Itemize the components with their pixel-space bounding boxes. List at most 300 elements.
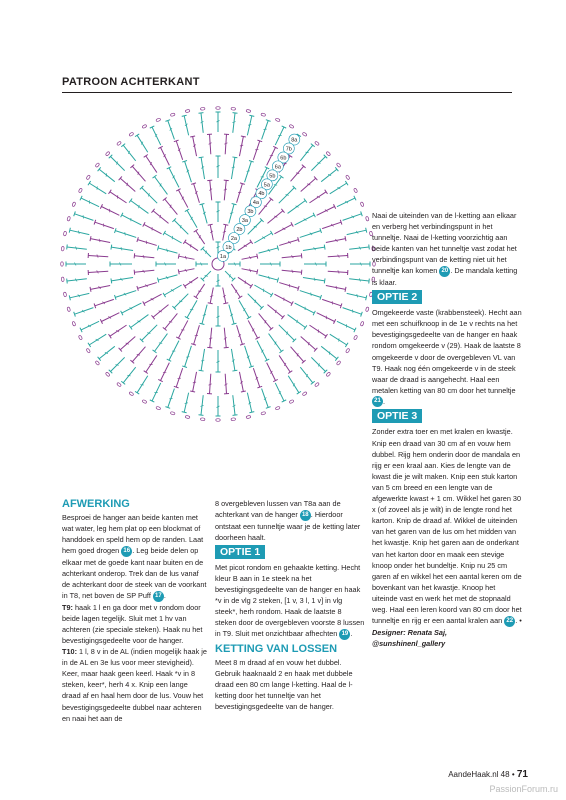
stitch-symbol	[291, 347, 304, 362]
stitch-symbol	[279, 355, 290, 372]
optie-2-text: Omgekeerde vaste (krabbensteek). Hecht aan met een schuifknoop in de 1e v rechts na het bevestigingsgedeelte van de hanger en haak rondom omgekeerde v (29). Haak de laatste 8 omgekeerde v door de overgebleven VL van T9. Haak nog één omgekeerde v in de steek waar de draad is aangehecht. Haal een metalen ketting van 80 cm door het tunneltje 21 .	[372, 308, 522, 406]
chain-loop	[72, 202, 76, 207]
chain-loop	[61, 262, 64, 266]
stitch-symbol	[75, 308, 94, 315]
stitch-slash	[121, 247, 122, 250]
stitch-symbol	[176, 368, 182, 387]
chain-loop	[105, 151, 110, 156]
stitch-crossbar	[279, 350, 283, 353]
stitch-symbol	[301, 337, 316, 350]
photo-badge-17: 17	[153, 591, 164, 602]
stitch-symbol	[209, 374, 210, 394]
stitch-symbol	[81, 321, 99, 330]
stitch-symbol	[279, 283, 298, 289]
chain-loop	[67, 216, 71, 221]
stitch-slash	[275, 310, 276, 313]
stitch-slash	[289, 284, 290, 287]
stitch-symbol	[223, 225, 226, 241]
stitch-crossbar	[257, 269, 258, 274]
chain-loop	[78, 188, 82, 193]
stitch-crossbar	[129, 198, 132, 202]
chain-loop	[231, 107, 236, 110]
stitch-symbol	[322, 222, 341, 228]
stitch-slash	[127, 183, 128, 186]
stitch-symbol	[101, 207, 119, 216]
stitch-crossbar	[304, 325, 307, 329]
chain-loop	[156, 118, 161, 122]
stitch-crossbar	[178, 254, 179, 259]
stitch-symbol	[201, 395, 203, 415]
stitch-crossbar	[325, 334, 328, 338]
stitch-slash	[78, 231, 79, 234]
stitch-crossbar	[190, 391, 195, 392]
stitch-symbol	[142, 325, 158, 341]
chain-loop	[360, 321, 364, 326]
chain-loop	[142, 124, 147, 128]
intro-paragraph: Naai de uiteinden van de l-ketting aan elkaar en verberg het verbindingspunt in het tunneltje. Naai de l-ketting voorzichtig aan beide kanten van het tunneltje vast zodat het verbindingspunt van de ketting niet uit het tunneltje kan komen 20 . De mandala ketting is klaar.	[372, 211, 518, 288]
stitch-symbol	[115, 291, 136, 298]
footer-bullet: •	[511, 770, 515, 779]
stitch-symbol	[155, 334, 168, 352]
chain-loop	[261, 113, 266, 117]
stitch-slash	[336, 286, 337, 289]
stitch-symbol	[210, 328, 212, 348]
stitch-crossbar	[152, 350, 156, 353]
chain-loop	[365, 307, 369, 312]
stitch-slash	[127, 375, 130, 376]
stitch-symbol	[288, 376, 299, 393]
left-column	[62, 498, 207, 724]
stitch-symbol	[137, 376, 148, 393]
stitch-symbol	[267, 305, 282, 318]
afwerking-heading: AFWERKING	[62, 498, 130, 510]
round-10-text: T10: 1 l, 8 v in de AL (indien mogelijk haak je in de AL en 3e lus voor meer stevigheid). Keer, maar haak geen keerl. Haak *v in 8 steken, keer*, herh 4 x. Knip een lange draad af en haal hem door de lus. Vouw het bevestigingsgedeelte dubbel naar achteren en naai het aan de	[62, 647, 207, 723]
stitch-crossbar	[232, 157, 237, 158]
stitch-symbol	[259, 313, 272, 328]
stitch-symbol	[245, 161, 252, 182]
stitch-crossbar	[69, 228, 70, 233]
stitch-symbol	[75, 214, 94, 221]
section-title: PATROON ACHTERKANT	[62, 76, 200, 88]
stitch-symbol	[301, 178, 316, 191]
chain-loop	[170, 113, 175, 117]
stitch-symbol	[184, 393, 188, 412]
stitch-symbol	[254, 233, 271, 243]
chain-loop	[336, 360, 341, 365]
stitch-crossbar	[277, 278, 278, 283]
chain-loop	[67, 307, 71, 312]
stitch-symbol	[274, 294, 292, 303]
stitch-symbol	[89, 183, 106, 194]
stitch-crossbar	[152, 175, 156, 178]
chain-loop	[289, 124, 294, 128]
stitch-symbol	[288, 201, 306, 214]
stitch-symbol	[70, 230, 89, 234]
stitch-symbol	[311, 357, 325, 371]
stitch-slash	[201, 360, 204, 361]
stitch-crossbar	[182, 115, 187, 116]
stitch-symbol	[242, 269, 258, 272]
stitch-crossbar	[232, 203, 237, 204]
stitch-crossbar	[90, 236, 91, 241]
stitch-crossbar	[144, 371, 148, 374]
stitch-crossbar	[90, 287, 91, 292]
stitch-symbol	[279, 240, 298, 246]
stitch-symbol	[229, 204, 234, 223]
stitch-crossbar	[157, 246, 158, 251]
stitch-symbol	[229, 305, 234, 324]
stitch-symbol	[169, 168, 179, 188]
stitch-slash	[232, 167, 235, 168]
designer-handle: @sunshinenl_gallery	[372, 638, 446, 648]
stitch-symbol	[168, 121, 175, 140]
chain-loop	[275, 406, 280, 410]
stitch-symbol	[259, 275, 278, 280]
stitch-symbol	[259, 248, 278, 253]
page-number: 71	[516, 769, 528, 780]
stitch-slash	[230, 213, 233, 214]
stitch-symbol	[155, 177, 168, 195]
stitch-symbol	[120, 178, 135, 191]
stitch-crossbar	[325, 190, 328, 194]
stitch-crossbar	[157, 278, 158, 283]
crochet-chart-diagram	[58, 104, 378, 424]
stitch-symbol	[317, 313, 335, 322]
stitch-symbol	[164, 285, 181, 295]
chain-loop	[314, 141, 319, 146]
stitch-symbol	[291, 166, 304, 181]
chain-loop	[345, 348, 350, 353]
round-label: 6a	[274, 164, 281, 171]
optie-1-heading: OPTIE 1	[215, 545, 265, 559]
stitch-symbol	[233, 113, 235, 133]
chain-loop	[78, 335, 82, 340]
stitch-symbol	[146, 355, 157, 372]
chain-loop	[246, 109, 251, 112]
stitch-symbol	[311, 157, 325, 171]
stitch-symbol	[88, 271, 108, 272]
stitch-symbol	[309, 325, 326, 336]
stitch-symbol	[248, 294, 262, 308]
chain-loop	[365, 216, 369, 221]
stitch-symbol	[317, 207, 335, 216]
optie-3-text: Zonder extra toer en met kralen en kwastje. Knip een draad van 30 cm af en vouw hem dubbel. Rijg hem onderin door de mandala en rijg er een kraal aan. Kies de lengte van de kwast die je wilt maken. Knip een stuk karton van 5 cm breed en een lengte van de afgewerkte kwast + 1 cm. Wikkel het garen 30 x (of zoveel als je wilt) in de lengte rond het karton. Knip de draad af. Wikkel de uiteinden van het garen van de lus om het midden van het kwastje. Knip het garen aan de onderkant van het karton door en maak een stevige knoop onder het bundeltje. Knip nu 25 cm garen af en wikkel het een aantal keren om de bovenkant van het kwastje. Knoop het uiteinde vast en werk het met de stopnaald weg. Haal een leren koord van 80 cm door het tunneltje en rijg er een aantal kralen aan 22 . •	[372, 427, 522, 626]
stitch-symbol	[337, 198, 355, 207]
stitch-symbol	[176, 141, 182, 160]
stitch-symbol	[275, 383, 284, 401]
photo-badge-19: 19	[339, 629, 350, 640]
stitch-symbol	[178, 190, 187, 208]
stitch-crossbar	[178, 269, 179, 274]
stitch-symbol	[95, 299, 114, 305]
stitch-symbol	[282, 270, 302, 272]
chain-loop	[61, 246, 64, 251]
stitch-crossbar	[279, 175, 283, 178]
stitch-slash	[314, 278, 315, 281]
stitch-slash	[223, 231, 226, 232]
stitch-symbol	[185, 346, 192, 367]
stitch-crossbar	[366, 228, 367, 233]
optie-1-text: Met picot rondom en gehaakte ketting. Hecht kleur B aan in 1e steek na het bevestigingsgedeelte van de hanger en haak *v in de vlg 2 steken, [1 v, 3 l, 1 v] in vlg steek*, herh rondom. Haak de laatste 8 steken door de overgebleven voorste 8 lussen in T9. Sluit met onzichtbaar afhechten 19 .	[215, 562, 365, 639]
stitch-symbol	[322, 299, 341, 305]
round-label: 5b	[269, 173, 276, 180]
stitch-crossbar	[208, 224, 213, 225]
stitch-symbol	[295, 215, 315, 225]
stitch-symbol	[194, 325, 200, 344]
stitch-symbol	[321, 169, 337, 181]
stitch-crossbar	[250, 240, 253, 244]
chain-loop	[129, 391, 134, 396]
stitch-crossbar	[183, 240, 186, 244]
stitch-symbol	[343, 214, 362, 221]
stitch-crossbar	[304, 198, 307, 202]
chain-loop	[185, 109, 190, 112]
stitch-symbol	[330, 334, 347, 345]
stitch-slash	[185, 256, 186, 259]
stitch-symbol	[99, 346, 115, 358]
stitch-symbol	[247, 116, 251, 135]
stitch-symbol	[254, 285, 271, 295]
stitch-symbol	[67, 247, 87, 249]
stitch-symbol	[95, 222, 114, 228]
stitch-symbol	[300, 291, 321, 298]
stitch-slash	[296, 173, 299, 174]
stitch-symbol	[123, 145, 135, 161]
stitch-symbol	[185, 161, 192, 182]
chain-loop	[72, 321, 76, 326]
photo-badge-20: 20	[439, 266, 450, 277]
stitch-crossbar	[208, 303, 213, 304]
stitch-crossbar	[241, 136, 246, 137]
optie-2-heading: OPTIE 2	[372, 290, 422, 304]
chain-loop	[360, 202, 364, 207]
stitch-symbol	[131, 201, 149, 214]
stitch-crossbar	[198, 415, 203, 416]
stitch-slash	[264, 206, 267, 207]
stitch-symbol	[239, 300, 249, 317]
stitch-crossbar	[111, 245, 112, 250]
stitch-symbol	[245, 346, 252, 367]
stitch-slash	[238, 192, 241, 193]
stitch-crossbar	[67, 244, 68, 249]
chain-loop	[353, 188, 357, 193]
stitch-crossbar	[345, 287, 346, 292]
chain-loop	[86, 348, 91, 353]
stitch-symbol	[224, 180, 226, 200]
tunnel-text: 8 overgebleven lussen van T8a aan de achterkant van de hanger 18 . Hierdoor ontstaat een tunneltje waar je de ketting later doorheen haalt.	[215, 499, 361, 542]
stitch-slash	[160, 215, 161, 218]
stitch-crossbar	[67, 279, 68, 284]
stitch-slash	[210, 296, 213, 297]
chain-loop	[105, 372, 110, 377]
stitch-symbol	[231, 284, 240, 297]
stitch-crossbar	[111, 278, 112, 283]
stitch-crossbar	[369, 279, 370, 284]
chain-loop	[200, 107, 205, 110]
stitch-symbol	[89, 334, 106, 345]
stitch-slash	[106, 173, 107, 176]
stitch-symbol	[196, 284, 205, 297]
stitch-symbol	[158, 275, 177, 280]
watermark: PassionForum.ru	[489, 784, 558, 794]
chain-loop	[156, 406, 161, 410]
stitch-symbol	[174, 294, 188, 308]
stitch-slash	[274, 185, 277, 186]
stitch-symbol	[110, 325, 127, 336]
stitch-symbol	[122, 303, 142, 313]
stitch-symbol	[343, 308, 362, 315]
stitch-symbol	[225, 271, 233, 279]
stitch-symbol	[225, 374, 226, 394]
chain-loop	[345, 175, 350, 180]
round-label: 1a	[219, 253, 227, 260]
stitch-symbol	[196, 231, 205, 244]
stitch-symbol	[132, 166, 145, 181]
stitch-symbol	[111, 357, 125, 371]
stitch-crossbar	[182, 412, 187, 413]
stitch-crossbar	[366, 295, 367, 300]
stitch-crossbar	[137, 237, 138, 242]
stitch-slash	[305, 152, 308, 153]
chain-loop	[275, 118, 280, 122]
stitch-slash	[137, 354, 140, 355]
stitch-slash	[167, 249, 168, 252]
chain-loop	[302, 132, 307, 137]
stitch-symbol	[309, 192, 326, 203]
stitch-symbol	[144, 224, 162, 233]
stitch-symbol	[138, 283, 157, 289]
stitch-symbol	[142, 188, 158, 204]
footer-brand: AandeHaak.nl 48	[448, 770, 510, 779]
stitch-symbol	[300, 231, 321, 238]
stitch-symbol	[168, 389, 175, 408]
stitch-crossbar	[257, 254, 258, 259]
stitch-crossbar	[277, 246, 278, 251]
right-column	[372, 210, 522, 649]
stitch-symbol	[210, 288, 213, 304]
optie-3-heading: OPTIE 3	[372, 409, 422, 423]
stitch-symbol	[237, 184, 243, 203]
stitch-symbol	[279, 325, 295, 341]
stitch-slash	[248, 124, 251, 125]
stitch-symbol	[328, 255, 348, 256]
stitch-crossbar	[369, 244, 370, 249]
round-label: 2b	[236, 227, 243, 234]
stitch-symbol	[202, 271, 210, 279]
stitch-symbol	[330, 183, 347, 194]
stitch-symbol	[122, 215, 142, 225]
page-footer	[448, 769, 528, 780]
ketting-text: Meet 8 m draad af en vouw het dubbel. Gebruik haaknaald 2 en haak met dubbele draad een 80 cm lange l-ketting. Haal de l-ketting door het tunneltje van het bevestigingsgedeelte van de hanger.	[215, 658, 353, 712]
stitch-crossbar	[298, 286, 299, 291]
stitch-crossbar	[194, 229, 198, 232]
stitch-symbol	[169, 341, 179, 361]
stitch-symbol	[202, 248, 210, 256]
stitch-symbol	[185, 242, 198, 251]
stitch-symbol	[81, 198, 99, 207]
stitch-crossbar	[198, 113, 203, 114]
photo-badge-18: 18	[300, 510, 311, 521]
stitch-symbol	[153, 211, 168, 224]
stitch-slash	[357, 294, 358, 297]
stitch-slash	[139, 205, 140, 208]
stitch-crossbar	[298, 237, 299, 242]
stitch-symbol	[262, 389, 269, 408]
stitch-crossbar	[223, 224, 228, 225]
stitch-crossbar	[324, 245, 325, 250]
round-label: 4a	[252, 200, 259, 207]
stitch-symbol	[88, 255, 108, 256]
stitch-symbol	[267, 211, 282, 224]
stitch-symbol	[153, 305, 168, 318]
stitch-crossbar	[200, 323, 205, 324]
stitch-crossbar	[194, 296, 198, 299]
round-label: 1b	[225, 244, 232, 251]
stitch-symbol	[275, 127, 284, 145]
stitch-slash	[203, 315, 206, 316]
stitch-crossbar	[109, 190, 112, 194]
stitch-symbol	[347, 293, 366, 297]
stitch-slash	[169, 321, 172, 322]
stitch-symbol	[111, 157, 125, 171]
stitch-symbol	[238, 277, 251, 286]
stitch-crossbar	[240, 344, 245, 345]
chain-loop	[326, 372, 331, 377]
chain-loop	[302, 391, 307, 396]
stitch-symbol	[99, 169, 115, 181]
photo-badge-16: 16	[121, 546, 132, 557]
title-rule	[62, 92, 512, 93]
stitch-slash	[99, 239, 100, 242]
stitch-crossbar	[250, 284, 253, 288]
chain-loop	[200, 418, 205, 421]
stitch-symbol	[321, 346, 337, 358]
stitch-crossbar	[199, 157, 204, 158]
stitch-slash	[308, 342, 309, 345]
stitch-symbol	[134, 256, 154, 258]
stitch-crossbar	[240, 183, 245, 184]
stitch-symbol	[110, 192, 127, 203]
stitch-symbol	[152, 127, 161, 145]
stitch-symbol	[237, 325, 243, 344]
stitch-crossbar	[249, 115, 254, 116]
stitch-crossbar	[69, 295, 70, 300]
stitch-symbol	[120, 337, 135, 350]
stitch-slash	[250, 269, 251, 272]
stitch-symbol	[161, 147, 170, 165]
stitch-crossbar	[233, 415, 238, 416]
stitch-slash	[185, 403, 188, 404]
stitch-symbol	[279, 188, 295, 204]
stitch-symbol	[300, 367, 312, 383]
stitch-symbol	[225, 134, 226, 154]
stitch-crossbar	[241, 391, 246, 392]
stitch-symbol	[238, 242, 251, 251]
stitch-crossbar	[345, 236, 346, 241]
stitch-crossbar	[232, 370, 237, 371]
stitch-crossbar	[109, 334, 112, 338]
stitch-crossbar	[324, 278, 325, 283]
stitch-symbol	[269, 334, 282, 352]
chain-loop	[261, 411, 266, 415]
stitch-symbol	[300, 145, 312, 161]
stitch-symbol	[138, 240, 157, 246]
stitch-symbol	[262, 121, 269, 140]
afwerking-text: Besproei de hanger aan beide kanten met wat water, leg hem plat op een blockmat of handdoek en speld hem op de randen. Laat hem goed drogen 16 . Leg beide delen op elkaar met de goede kant naar buiten en de achterkant onderop. Trek dan de lus vanaf de achterkant door de steek van de voorkant in T8, net boven de SP Puff 17 .	[62, 513, 207, 601]
stitch-symbol	[158, 248, 177, 253]
stitch-symbol	[152, 383, 161, 401]
stitch-slash	[193, 382, 196, 383]
